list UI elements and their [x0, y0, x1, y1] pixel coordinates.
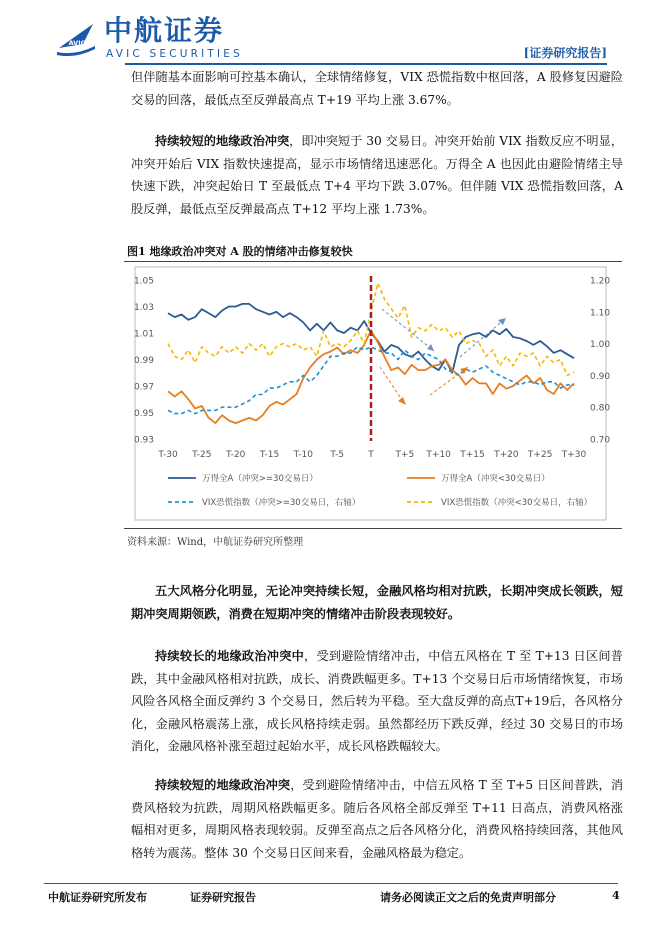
right-tick-label-2: 0.90 [590, 371, 611, 382]
header-divider [125, 63, 607, 65]
x-tick-label-5: T-5 [330, 450, 344, 460]
footer-disclaimer: 请务必阅读正文之后的免责声明部分 [380, 891, 556, 904]
line-chart [124, 263, 622, 527]
paragraph-3-body: ，受到避险情绪冲击，中信五风格在 T 至 T+13 日区间普跌，其中金融风格相对抗跌，成长、消费跌幅更多。T+13 个交易日后市场情绪恢复，市场风险各风格全面反弹约 3 个交易日，然后转为平稳。至大盘反弹的高点T+19后，各风格分化，金融风格震荡上涨，成长风格持续走弱。虽然都经历下跌反弹，经过 30 交易日的市场消化，金融风格补涨至超过起始水平，成长风格跌幅较大。 [131, 649, 623, 753]
left-tick-label-5: 1.03 [133, 303, 154, 313]
paragraph-3-lead: 持续较长的地缘政治冲突中 [155, 649, 305, 663]
x-axis-ticks [157, 450, 586, 460]
figure-title: 图1 地缘政治冲突对 A 股的情绪冲击修复较快 [127, 245, 353, 258]
brand-name-cn: 中航证券 [104, 14, 225, 47]
legend-label-3: VIX恐慌指数（冲突<30交易日，右轴） [441, 498, 593, 508]
paragraph-1-body: ，即冲突短于 30 交易日。冲突开始前 VIX 指数反应不明显，冲突开始后 VIX 指数快速提高，显示市场情绪迅速恶化。万得全 A 也因此由避险情绪主导快速下跌，冲突起始日 T 至最低点 T+4 平均下跌 3.07%。但伴随 VIX 恐慌指数回落，A 股反弹，最低点至反弹最高点 T+12 平均上涨 1.73%。 [131, 134, 624, 216]
paragraph-1-lead: 持续较短的地缘政治冲突 [155, 134, 290, 148]
legend-label-1: 万得全A（冲突<30交易日） [441, 474, 550, 484]
left-tick-label-0: 0.93 [133, 435, 154, 446]
chart-legend [168, 473, 592, 508]
x-tick-label-7: T+5 [395, 450, 415, 460]
x-tick-label-6: T [368, 450, 374, 460]
right-tick-label-5: 1.20 [590, 276, 611, 287]
left-tick-label-2: 0.97 [133, 382, 154, 393]
right-axis-ticks [590, 277, 610, 446]
legend-label-0: 万得全A（冲突>=30交易日） [202, 474, 318, 484]
report-type-tag: [证券研究报告] [523, 46, 607, 60]
paragraph-0: 但伴随基本面影响可控基本确认，全球情绪修复，VIX 恐慌指数中枢回落，A 股修复因避险交易的回落，最低点至反弹最高点 T+19 平均上涨 3.67%。 [131, 70, 623, 107]
left-tick-label-6: 1.05 [133, 276, 154, 287]
figure-source: 资料来源：Wind，中航证券研究所整理 [127, 537, 304, 548]
x-tick-label-4: T-10 [293, 450, 314, 460]
footer-report-type: 证券研究报告 [190, 891, 256, 904]
page-number: 4 [612, 889, 620, 902]
paragraph-4-lead: 持续较短的地缘政治冲突 [155, 778, 291, 792]
x-tick-label-12: T+30 [561, 450, 587, 460]
trend-arrows [380, 309, 506, 405]
x-tick-label-0: T-30 [158, 450, 178, 460]
right-tick-label-0: 0.70 [590, 435, 611, 446]
paragraph-4 [131, 774, 623, 864]
x-tick-label-10: T+20 [494, 450, 519, 460]
footer-publisher: 中航证券研究所发布 [48, 891, 147, 904]
figure-top-rule [124, 261, 622, 262]
right-tick-label-1: 0.80 [590, 403, 611, 414]
left-tick-label-1: 0.95 [133, 409, 154, 419]
avic-logo-icon [55, 18, 99, 60]
x-tick-label-8: T+10 [426, 450, 451, 460]
left-axis-ticks [134, 277, 154, 446]
paragraph-4-body: ，受到避险情绪冲击，中信五风格 T 至 T+5 日区间普跌，消费风格较为抗跌，周期风格跌幅更多。随后各风格全部反弹至 T+11 日高点，消费风格涨幅相对更多，周期风格表现较弱。反弹至高点之后各风格分化，消费风格持续回落，其他风格转为震荡。整体 30 个交易日区间来看，金融风格最为稳定。 [131, 778, 624, 860]
x-tick-label-11: T+25 [527, 450, 553, 460]
right-tick-label-4: 1.10 [590, 308, 611, 319]
x-tick-label-1: T-25 [192, 450, 212, 460]
paragraph-1 [131, 130, 623, 220]
right-tick-label-3: 1.00 [590, 340, 611, 351]
x-tick-label-2: T-20 [225, 450, 246, 460]
logo-badge-text: AVIC [68, 39, 86, 47]
paragraph-3 [131, 645, 623, 758]
brand-name-en: AVIC SECURITIES [106, 48, 243, 60]
paragraph-2 [131, 580, 623, 625]
figure-bottom-rule [124, 528, 622, 529]
x-tick-label-3: T-15 [259, 450, 280, 460]
legend-label-2: VIX恐慌指数（冲突>=30交易日，右轴） [202, 498, 361, 508]
left-tick-label-4: 1.01 [133, 329, 154, 340]
paragraph-2-lead: 五大风格分化明显，无论冲突持续长短，金融风格均相对抗跌，长期冲突成长领跌，短期冲突周期领跌，消费在短期冲突的情绪冲击阶段表现较好。 [131, 584, 623, 621]
left-tick-label-3: 0.99 [133, 356, 154, 366]
footer-divider [44, 883, 618, 884]
x-tick-label-9: T+15 [460, 450, 485, 460]
